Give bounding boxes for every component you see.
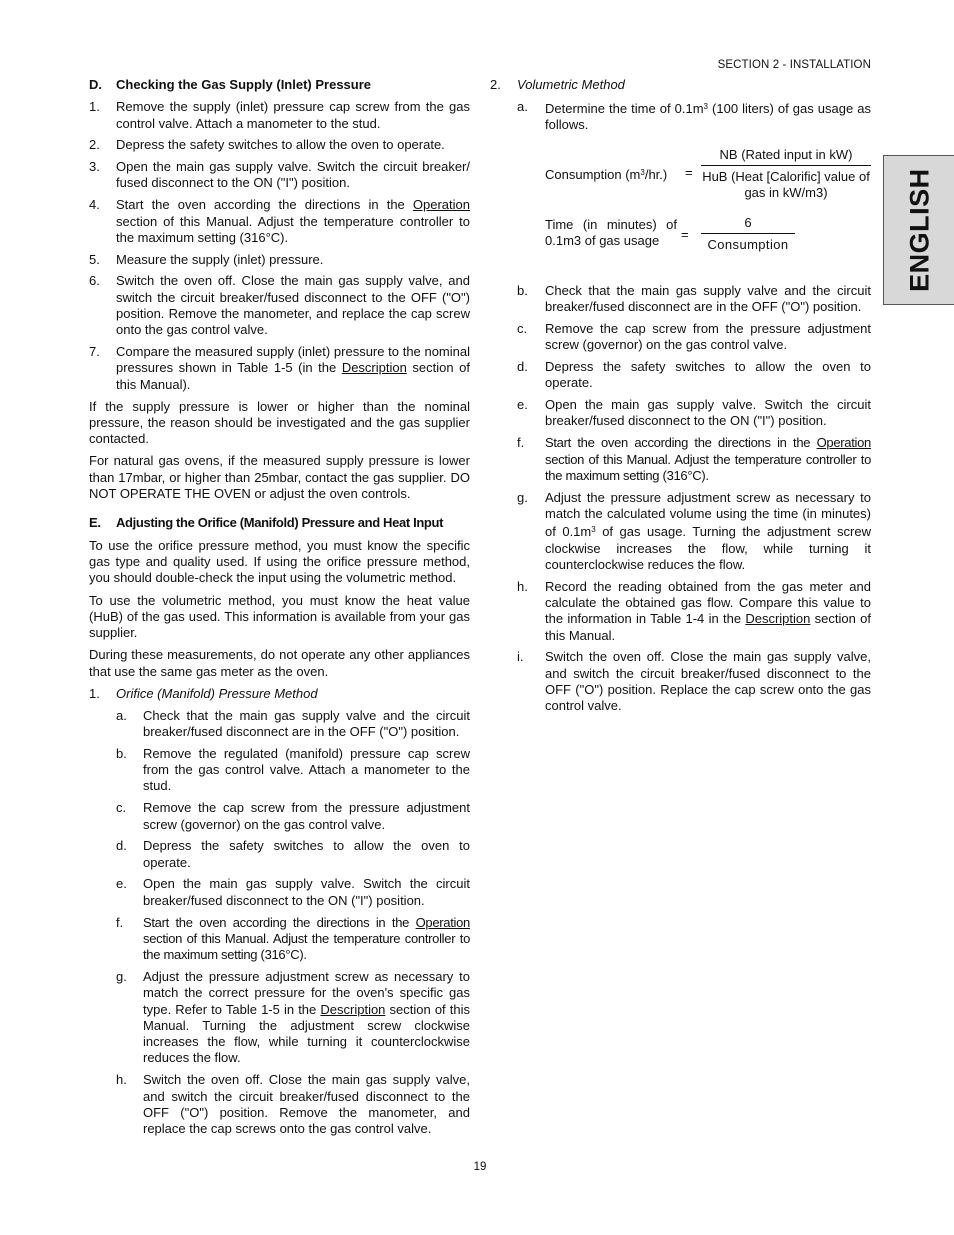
time-label: Time (in minutes) of 0.1m3 of gas usage bbox=[545, 216, 677, 249]
list-item: f. Start the oven according the directions in the Operation section of this Manual. Adjust the temperature controller to the maximum setting (316°C). bbox=[517, 435, 871, 483]
method-heading: 2. Volumetric Method bbox=[490, 77, 625, 92]
paragraph: For natural gas ovens, if the measured supply pressure is lower than 17mbar, or higher than 25mbar, contact the gas supplier. DO NOT OPERATE THE OVEN or adjust the oven controls. bbox=[89, 453, 470, 502]
page-number: 19 bbox=[473, 1161, 487, 1173]
list-item: b. Check that the main gas supply valve and the circuit breaker/fused disconnect are in the OFF ("O") position. bbox=[517, 282, 871, 315]
paragraph: To use the volumetric method, you must know the heat value (HuB) of the gas used. This information is available from your gas supplier. bbox=[89, 592, 470, 641]
list-item: 7. Compare the measured supply (inlet) pressure to the nominal pressures shown in Table 1-5 (in the Description section of this Manual). bbox=[89, 344, 470, 392]
equals-sign: = bbox=[681, 226, 689, 242]
method-heading: 1. Orifice (Manifold) Pressure Method bbox=[89, 686, 318, 701]
description-link: Description bbox=[320, 1001, 386, 1017]
list-item: 2. Depress the safety switches to allow the oven to operate. bbox=[89, 137, 445, 153]
list-item: e. Open the main gas supply valve. Switch the circuit breaker/fused disconnect to the ON ("I") position. bbox=[116, 876, 470, 908]
description-link: Description bbox=[341, 360, 407, 376]
section-header: SECTION 2 - INSTALLATION bbox=[717, 59, 871, 71]
list-item: c. Remove the cap screw from the pressure adjustment screw (governor) on the gas control valve. bbox=[116, 800, 470, 832]
list-item: d. Depress the safety switches to allow the oven to operate. bbox=[517, 359, 871, 391]
consumption-denominator: HuB (Heat [Calorific] value of gas in kW/m3) bbox=[702, 168, 870, 201]
list-item: b. Remove the regulated (manifold) pressure cap screw from the gas control valve. Attach a manometer to the stud. bbox=[116, 745, 470, 794]
section-d-heading: D. Checking the Gas Supply (Inlet) Pressure bbox=[89, 77, 372, 92]
list-item: d. Depress the safety switches to allow the oven to operate. bbox=[116, 838, 470, 870]
consumption-numerator: NB (Rated input in kW) bbox=[719, 146, 853, 162]
language-tab-label: ENGLISH bbox=[904, 168, 935, 292]
fraction-line bbox=[701, 165, 871, 166]
list-item: g. Adjust the pressure adjustment screw as necessary to match the calculated volume using the time (in minutes) of $0.1m^3$ of gas usage. Turning the adjustment screw clockwise increases the flow, while turning it counterclockwise reduces the flow. bbox=[517, 489, 871, 572]
description-link: Description bbox=[745, 611, 811, 627]
list-item: 6. Switch the oven off. Close the main gas supply valve, and switch the circuit breaker/fused disconnect to the OFF ("O") position. Remove the manometer, and replace the cap screw onto the gas control valve. bbox=[89, 273, 470, 338]
time-numerator: 6 bbox=[744, 214, 752, 230]
list-item: a. Check that the main gas supply valve and the circuit breaker/fused disconnect are in the OFF ("O") position. bbox=[116, 707, 470, 740]
fraction-line bbox=[701, 233, 795, 234]
list-item: h. Switch the oven off. Close the main gas supply valve, and switch the circuit breaker/fused disconnect to the OFF ("O") position. Remove the manometer, and replace the cap screws onto the gas control valve. bbox=[116, 1072, 470, 1137]
list-item: g. Adjust the pressure adjustment screw as necessary to match the correct pressure for the oven's specific gas type. Refer to Table 1-5 in the Description section of this Manual. Turning the adjustment screw clockwise increases the flow, while turning it counterclockwise reduces the flow. bbox=[116, 968, 471, 1066]
list-item: c. Remove the cap screw from the pressure adjustment screw (governor) on the gas control valve. bbox=[517, 320, 871, 353]
operation-link: Operation bbox=[415, 914, 470, 930]
language-tab bbox=[883, 155, 954, 305]
paragraph: During these measurements, do not operate any other appliances that use the same gas meter as the oven. bbox=[89, 647, 470, 679]
operation-link: Operation bbox=[412, 197, 470, 213]
list-item: h. Record the reading obtained from the gas meter and calculate the obtained gas flow. Compare this value to the information in Table 1-4 in the Description section of this Manual. bbox=[517, 578, 871, 643]
list-item: f. Start the oven according the directions in the Operation section of this Manual. Adjust the temperature controller to the maximum setting (316°C). bbox=[116, 914, 470, 963]
list-item: a. Determine the time of $0.1m^3$ (100 liters) of gas usage as follows. bbox=[517, 98, 871, 133]
list-item: 5. Measure the supply (inlet) pressure. bbox=[89, 251, 324, 267]
consumption-label: Consumption $(m^3/hr.)$ bbox=[545, 166, 668, 182]
paragraph: If the supply pressure is lower or higher than the nominal pressure, the reason should be investigated and the gas supplier contacted. bbox=[89, 398, 470, 447]
list-item: 4. Start the oven according the directions in the Operation section of this Manual. Adjust the temperature controller to the maximum setting (316°C). bbox=[89, 197, 470, 245]
section-e-heading: E. Adjusting the Orifice (Manifold) Pressure and Heat Input bbox=[89, 515, 444, 531]
paragraph: To use the orifice pressure method, you must know the specific gas type and quality used. If using the orifice pressure method, you should double-check the input using the volumetric method. bbox=[89, 537, 470, 586]
right-column bbox=[490, 77, 871, 720]
list-item: i. Switch the oven off. Close the main gas supply valve, and switch the circuit breaker/fused disconnect to the OFF ("O") position. Replace the cap screw onto the gas control valve. bbox=[517, 649, 871, 714]
list-item: e. Open the main gas supply valve. Switch the circuit breaker/fused disconnect to the ON ("I") position. bbox=[517, 397, 871, 429]
formula-block bbox=[545, 139, 871, 283]
equals-sign: = bbox=[685, 164, 693, 180]
operation-link: Operation bbox=[816, 435, 871, 451]
list-item: 1. Remove the supply (inlet) pressure cap screw from the gas control valve. Attach a manometer to the stud. bbox=[89, 99, 470, 131]
time-denominator: Consumption bbox=[707, 236, 789, 252]
list-item: 3. Open the main gas supply valve. Switch the circuit breaker/ fused disconnect to the ON ("I") position. bbox=[89, 159, 470, 191]
left-column bbox=[89, 77, 470, 1143]
